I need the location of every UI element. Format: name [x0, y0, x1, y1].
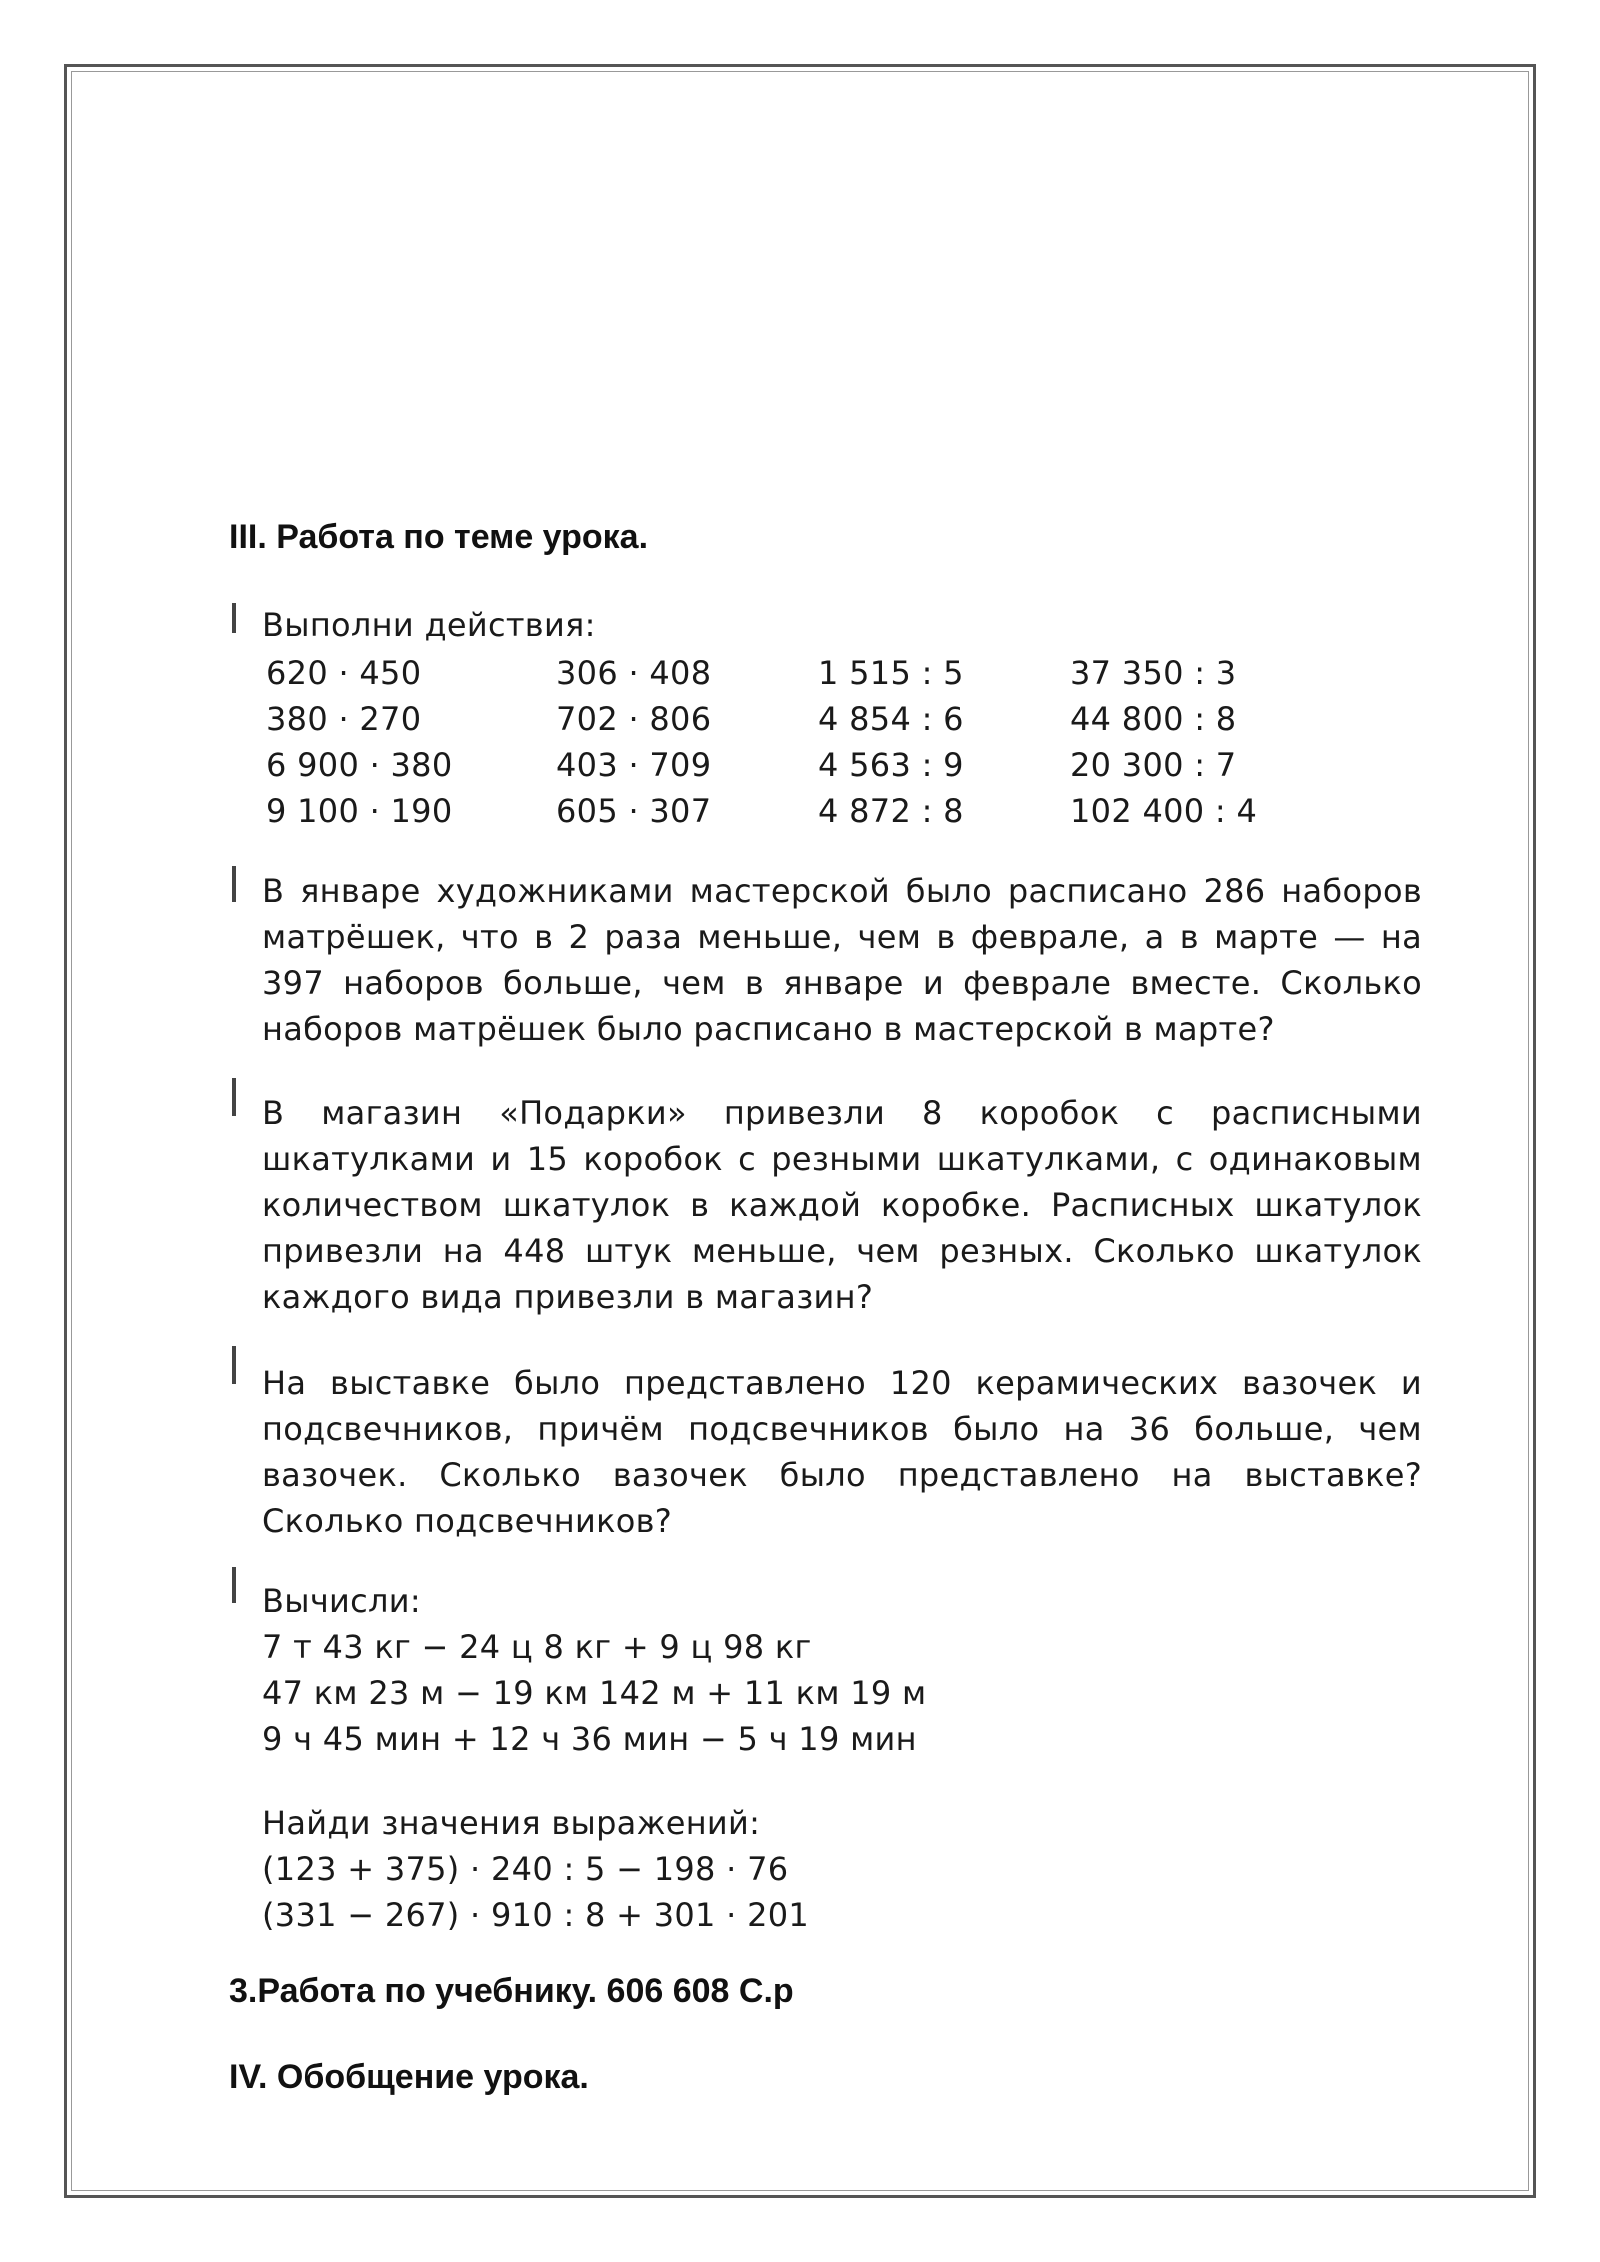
- calc-line: 7 т 43 кг − 24 ц 8 кг + 9 ц 98 кг: [262, 1628, 812, 1666]
- expr-block: [262, 1800, 1422, 1938]
- exercise-item: 380 · 270: [266, 700, 422, 738]
- expr-line: (123 + 375) · 240 : 5 − 198 · 76: [262, 1850, 789, 1888]
- scan-marker: [232, 866, 236, 902]
- task-3: [262, 1360, 1422, 1544]
- exercise-column-2: [556, 650, 711, 834]
- exercise-item: 102 400 : 4: [1070, 792, 1258, 830]
- exercise-item: 4 872 : 8: [818, 792, 964, 830]
- calc-title: Вычисли:: [262, 1582, 421, 1620]
- task-2: [262, 1090, 1422, 1320]
- textbook-work-heading: 3.Работа по учебнику. 606 608 С.р: [229, 1972, 794, 2010]
- exercise-item: 4 854 : 6: [818, 700, 964, 738]
- calc-line: 9 ч 45 мин + 12 ч 36 мин − 5 ч 19 мин: [262, 1720, 917, 1758]
- scan-marker: [232, 1078, 236, 1116]
- exercise-1-grid: [262, 650, 1282, 835]
- exercise-column-3: [818, 650, 964, 834]
- section-3-heading: III. Работа по теме урока.: [229, 518, 649, 556]
- exercise-item: 44 800 : 8: [1070, 700, 1237, 738]
- expr-title: Найди значения выражений:: [262, 1804, 761, 1842]
- exercise-item: 403 · 709: [556, 746, 712, 784]
- exercise-item: 702 · 806: [556, 700, 712, 738]
- task-1: [262, 868, 1422, 1052]
- exercise-item: 605 · 307: [556, 792, 712, 830]
- exercise-item: 306 · 408: [556, 654, 712, 692]
- exercise-column-1: [266, 650, 453, 834]
- task-1-text: В январе художниками мастерской было расписано 286 наборов матрёшек, что в 2 раза меньше, чем в феврале, а в марте — на 397 наборов больше, чем в январе и феврале вместе. Сколько наборов матрёшек было расписано в мастерской в марте?: [262, 872, 1422, 1048]
- scan-marker: [232, 1567, 236, 1603]
- exercise-item: 20 300 : 7: [1070, 746, 1237, 784]
- calc-line: 47 км 23 м − 19 км 142 м + 11 км 19 м: [262, 1674, 927, 1712]
- exercise-1-title: Выполни действия:: [262, 606, 596, 644]
- task-2-text: В магазин «Подарки» привезли 8 коробок с расписными шкатулками и 15 коробок с резными шкатулками, с одинаковым количеством шкатулок в каждой коробке. Расписных шкатулок привезли на 448 штук меньше, чем резных. Сколько шкатулок каждого вида привезли в магазин?: [262, 1094, 1422, 1316]
- scan-marker: [232, 1346, 236, 1384]
- exercise-item: 1 515 : 5: [818, 654, 964, 692]
- section-4-heading: IV. Обобщение урока.: [229, 2058, 589, 2096]
- expr-line: (331 − 267) · 910 : 8 + 301 · 201: [262, 1896, 810, 1934]
- exercise-1: [262, 603, 1422, 647]
- task-3-text: На выставке было представлено 120 керамических вазочек и подсвечников, причём подсвечников было на 36 больше, чем вазочек. Сколько вазочек было представлено на выставке? Сколько подсвечников?: [262, 1364, 1422, 1540]
- exercise-item: 9 100 · 190: [266, 792, 453, 830]
- exercise-item: 4 563 : 9: [818, 746, 964, 784]
- exercise-item: 6 900 · 380: [266, 746, 453, 784]
- exercise-item: 620 · 450: [266, 654, 422, 692]
- exercise-column-4: [1070, 650, 1257, 834]
- calc-block: [262, 1578, 1422, 1762]
- exercise-item: 37 350 : 3: [1070, 654, 1237, 692]
- scan-marker: [232, 603, 236, 633]
